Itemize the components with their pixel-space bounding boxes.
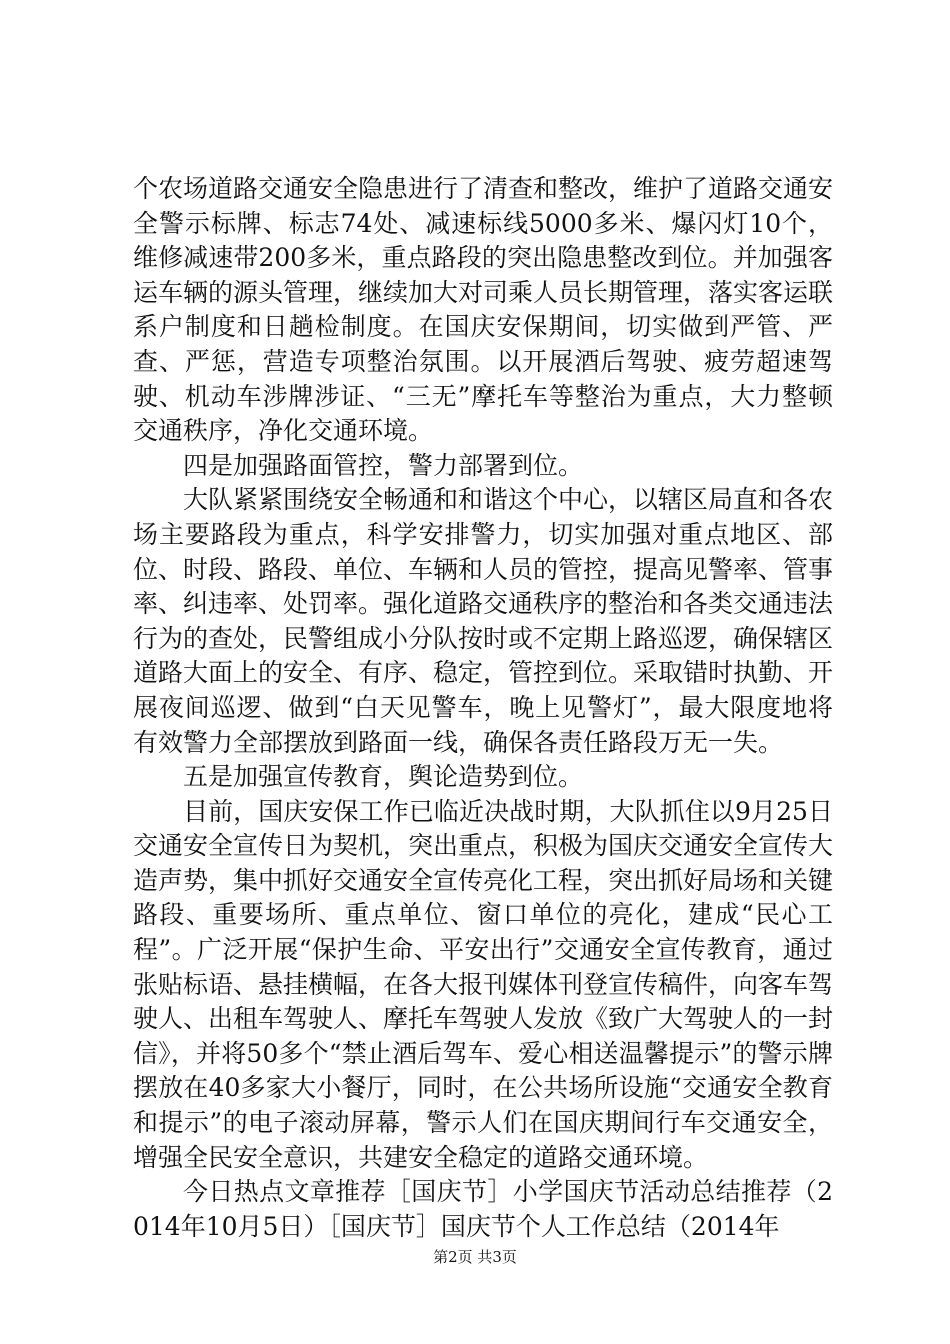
paragraph-recommended-articles: 今日热点文章推荐［国庆节］小学国庆节活动总结推荐（2014年10月5日）［国庆节］国庆节个人工作总结（2014年 (133, 1177, 833, 1241)
paragraph-traffic-hazard-rectification: 个农场道路交通安全隐患进行了清查和整改，维护了道路交通安全警示标牌、标志74处、减速标线5000多米、爆闪灯10个，维修减速带200多米，重点路段的突出隐患整改到位。并加强客运车辆的源头管理，继续加大对司乘人员长期管理，落实客运联系户制度和日趟检制度。在国庆安保期间，切实做到严管、严查、严惩，营造专项整治氛围。以开展酒后驾驶、疲劳超速驾驶、机动车涉牌涉证、“三无”摩托车等整治为重点，大力整顿交通秩序，净化交通环境。 (133, 174, 834, 446)
paragraph-publicity-education: 目前，国庆安保工作已临近决战时期，大队抓住以9月25日交通安全宣传日为契机，突出重点，积极为国庆交通安全宣传大造声势，集中抓好交通安全宣传亮化工程，突出抓好局场和关键路段、重要场所、重点单位、窗口单位的亮化，建成“民心工程”。广泛开展“保护生命、平安出行”交通安全宣传教育，通过张贴标语、悬挂横幅，在各大报刊媒体刊登宣传稿件，向客车驾驶人、出租车驾驶人、摩托车驾驶人发放《致广大驾驶人的一封信》，并将50多个“禁止酒后驾车、爱心相送温馨提示”的警示牌摆放在40多家大小餐厅，同时，在公共场所设施“交通安全教育和提示”的电子滚动屏幕，警示人们在国庆期间行车交通安全，增强全民安全意识，共建安全稳定的道路交通环境。 (133, 796, 834, 1172)
heading-road-control: 四是加强路面管控，警力部署到位。 (183, 450, 584, 480)
heading-publicity-education: 五是加强宣传教育，舆论造势到位。 (183, 762, 584, 792)
paragraph-road-control: 大队紧紧围绕安全畅通和和谐这个中心，以辖区局直和各农场主要路段为重点，科学安排警力，切实加强对重点地区、部位、时段、路段、单位、车辆和人员的管控，提高见警率、管事率、纠违率、处罚率。强化道路交通秩序的整治和各类交通违法行为的查处，民警组成小分队按时或不定期上路巡逻，确保辖区道路大面上的安全、有序、稳定，管控到位。采取错时执勤、开展夜间巡逻、做到“白天见警车，晚上见警灯”，最大限度地将有效警力全部摆放到路面一线，确保各责任路段万无一失。 (133, 485, 834, 757)
page-number: 第2页 共3页 (433, 1248, 517, 1266)
document-body (133, 172, 833, 1244)
